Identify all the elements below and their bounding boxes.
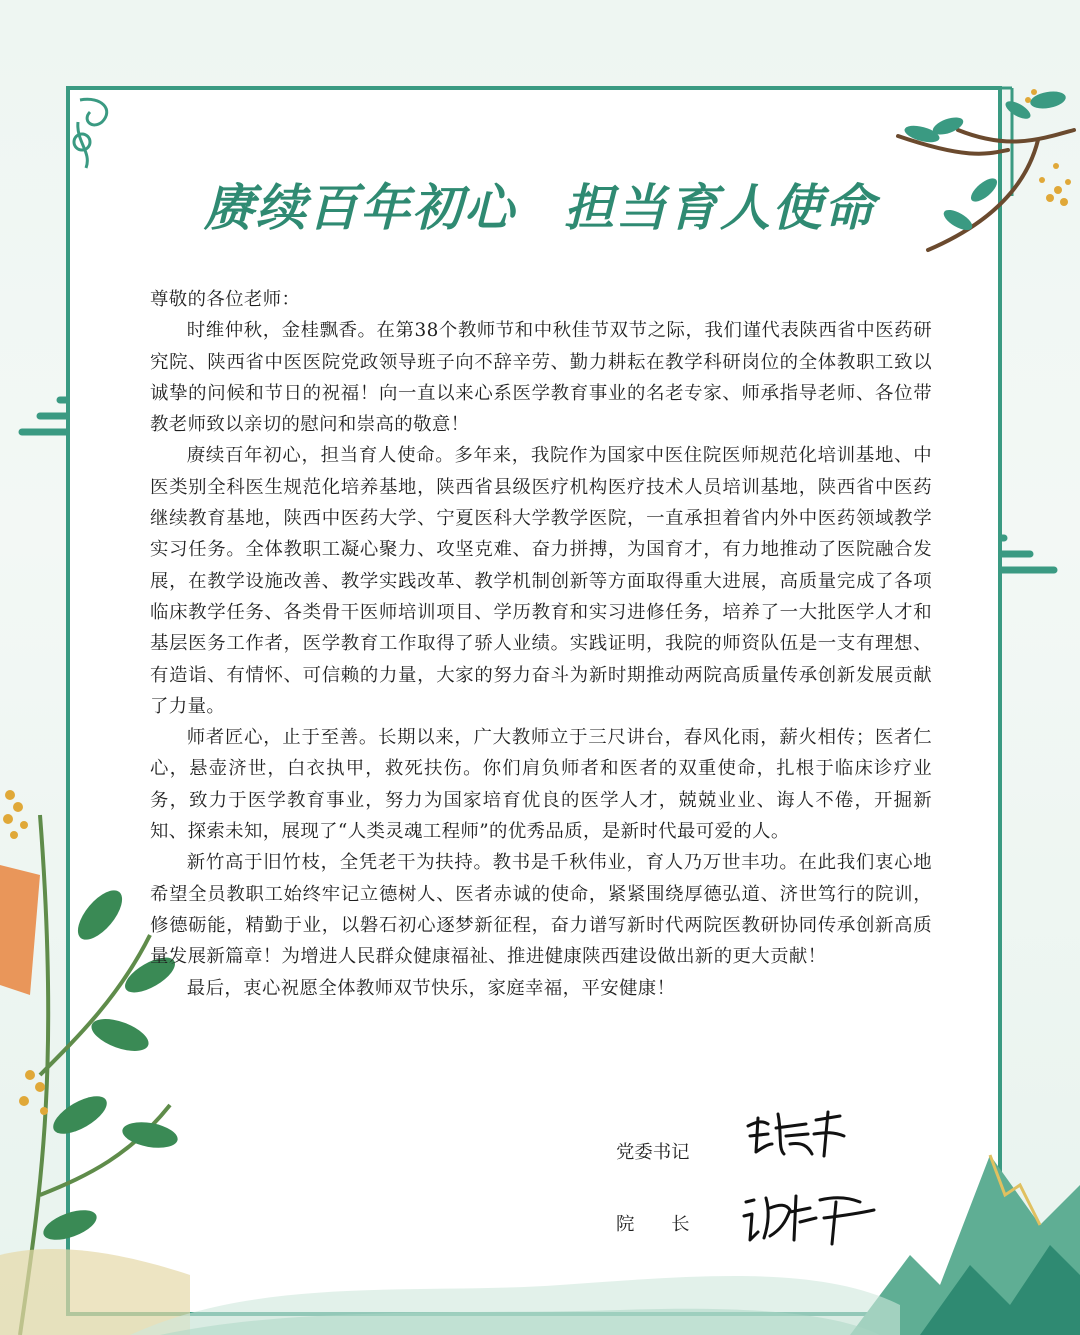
page-title xyxy=(0,168,1080,240)
title-part-2: 担当育人使命 xyxy=(564,178,876,237)
signature-role: 院 长 xyxy=(616,1214,690,1235)
handwritten-signature-1-icon xyxy=(742,1104,852,1164)
letter-paragraph: 师者匠心，止于至善。长期以来，广大教师立于三尺讲台，春风化雨，薪火相传；医者仁心，悬壶济世，白衣执甲，救死扶伤。你们肩负师者和医者的双重使命，扎根于临床诊疗业务，致力于医学教育事业，努力为国家培育优良的医学人才，兢兢业业、诲人不倦，开掘新知、探索未知，展现了“人类灵魂工程师”的优秀品质，是新时代最可爱的人。 xyxy=(150,727,932,843)
letter-paragraph: 最后，衷心祝愿全体教师双节快乐，家庭幸福，平安健康！ xyxy=(186,977,676,999)
signature-row-president xyxy=(616,1210,690,1236)
letter-paragraph: 时维仲秋，金桂飘香。在第38个教师节和中秋佳节双节之际，我们谨代表陕西省中医药研究院、陕西省中医医院党政领导班子向不辞辛劳、勤力耕耘在教学科研岗位的全体教职工致以诚挚的问候和节日的祝福！向一直以来心系医学教育事业的名老专家、师承指导老师、各位带教老师致以亲切的慰问和崇高的敬意！ xyxy=(150,320,932,436)
letter-body xyxy=(150,284,932,1004)
handwritten-signature-2-icon xyxy=(740,1188,880,1248)
letter-paragraph: 赓续百年初心，担当育人使命。多年来，我院作为国家中医住院医师规范化培训基地、中医类别全科医生规范化培养基地，陕西省县级医疗机构医疗技术人员培训基地，陕西省中医药继续教育基地，陕西中医药大学、宁夏医科大学教学医院，一直承担着省内外中医药领域教学实习任务。全体教职工凝心聚力、攻坚克难、奋力拼搏，为国育才，有力地推动了医院融合发展，在教学设施改善、教学实践改革、教学机制创新等方面取得重大进展，高质量完成了各项临床教学任务、各类骨干医师培训项目、学历教育和实习进修任务，培养了一大批医学人才和基层医务工作者，医学教育工作取得了骄人业绩。实践证明，我院的师资队伍是一支有理想、有造诣、有情怀、可信赖的力量，大家的努力奋斗为新时期推动两院高质量传承创新发展贡献了力量。 xyxy=(150,445,932,717)
signature-role: 党委书记 xyxy=(616,1142,690,1163)
letter-paragraph: 新竹高于旧竹枝，全凭老干为扶持。教书是千秋伟业，育人乃万世丰功。在此我们衷心地希望全员教职工始终牢记立德树人、医者赤诚的使命，紧紧围绕厚德弘道、济世笃行的院训，修德砺能，精勤于业，以磐石初心逐梦新征程，奋力谱写新时代两院医教研协同传承创新高质量发展新篇章！为增进人民群众健康福祉、推进健康陕西建设做出新的更大贡献！ xyxy=(150,852,932,968)
letter-salutation: 尊敬的各位老师： xyxy=(150,289,301,310)
signature-row-party-secretary xyxy=(616,1138,690,1164)
bottom-hills-icon xyxy=(0,1205,1080,1335)
title-part-1: 赓续百年初心 xyxy=(204,178,516,237)
